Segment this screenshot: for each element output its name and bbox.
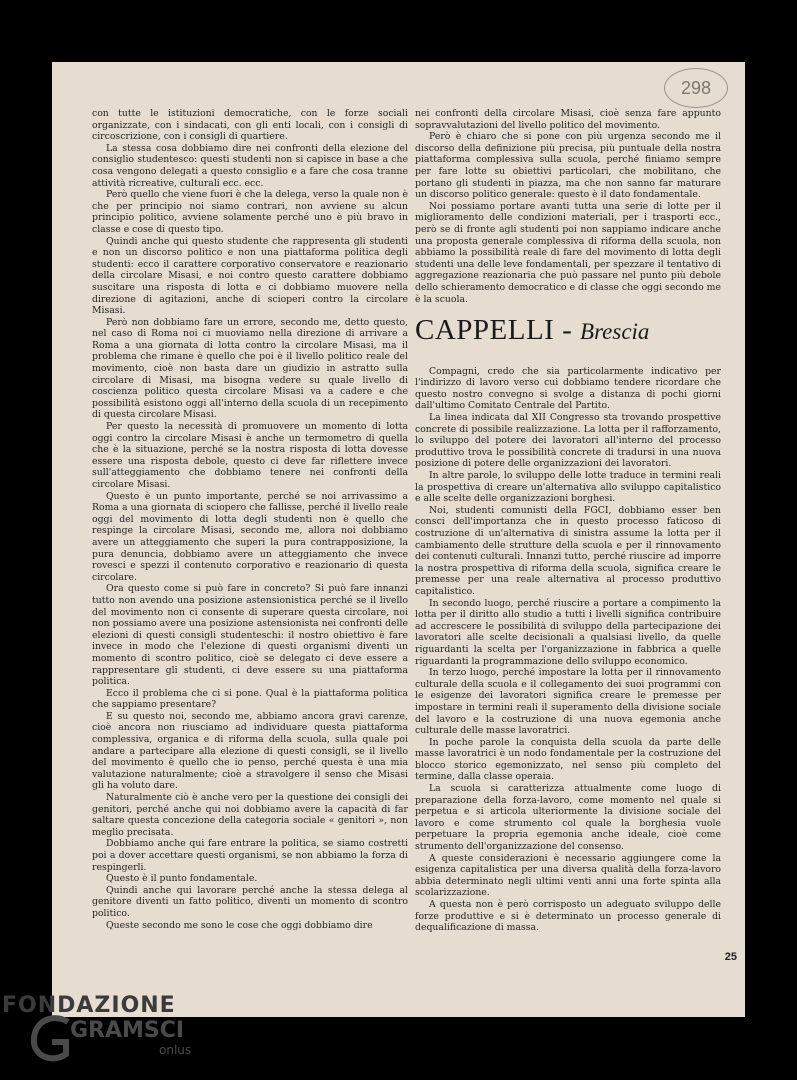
heading-separator: - <box>554 314 581 347</box>
speaker-name: CAPPELLI <box>415 314 555 347</box>
paragraph: Queste secondo me sono le cose che oggi dobbiamo dire <box>106 919 373 931</box>
paragraph: La scuola si caratterizza attualmente come luogo di preparazione della forza-lavoro, come momento nel quale si perpetua e si articola ulteriormente la divisione sociale del lavoro e come strumento col quale la borghesia vuole perpetuare la propria egemonia anche ideale, cioè come strumento dell'organizzazione del consenso. <box>415 783 721 853</box>
watermark-logo <box>0 990 230 1070</box>
paragraph: Però è chiaro che si pone con più urgenza secondo me il discorso della definizione più precisa, più puntuale della nostra piattaforma complessiva sulla scuola, perché finiamo sempre per fare lotte su obiettivi particolari, che mobilitano, che portano gli studenti in piazza, ma che non sanno far maturare un discorso politico generale: questo è il dato fondamentale. <box>415 131 721 201</box>
paragraph: E su questo noi, secondo me, abbiamo ancora gravi carenze, cioè ancora non riusciamo ad individuare questa piattaforma complessiva, organica e di riforma della scuola, sulla quale poi andare a partecipare alla elezione di questi consigli, se il livello del movimento è quello che io penso, perché questa è una mia valutazione naturalmente; cioè a stravolgere il senso che Misasi gli ha voluto dare. <box>92 710 408 792</box>
watermark-line2: GRAMSCI <box>70 1018 185 1043</box>
watermark-line3: onlus <box>159 1043 192 1057</box>
paragraph: Dobbiamo anche qui fare entrare la politica, se siamo costretti poi a dover accettare questi organismi, se non abbiamo la forza di respingerli. <box>92 838 408 873</box>
paragraph: Naturalmente ciò è anche vero per la questione dei consigli dei genitori, perché anche qui noi dobbiamo avere la capacità di far saltare questa concezione della categoria sociale « genitori », non meglio precisata. <box>92 792 408 838</box>
paragraph: Compagni, credo che sia particolarmente indicativo per l'indirizzo di lavoro verso cui dobbiamo tendere ricordare che questo nostro convegno si svolge a distanza di pochi giorni dall'ultimo Comitato Centrale del Partito. <box>415 365 721 412</box>
document-page <box>52 62 745 1017</box>
paragraph: Noi possiamo portare avanti tutta una serie di lotte per il miglioramento delle condizioni materiali, per i trasporti ecc., però se di fronte agli studenti poi non sappiamo indicare anche una proposta generale complessiva di riforma della scuola, non abbiamo la possibilità reale di fare del movimento di lotta degli studenti una delle leve fondamentali, per spezzare il tentativo di aggregazione reazionaria che può passare nel punto più debole dello schieramento democratico e di classe che oggi secondo me è la scuola. <box>415 200 721 305</box>
paragraph: In terzo luogo, perché impostare la lotta per il rinnovamento culturale della scuola e il collegamento dei suoi programmi con le esigenze dei lavoratori significa creare le premesse per impostare in termini reali il superamento della divisione sociale del lavoro e la costruzione di una nuova egemonia anche culturale delle masse lavoratrici. <box>415 667 721 737</box>
paragraph: con tutte le istituzioni democratiche, con le forze sociali organizzate, con i sindacati, con gli enti locali, con i consigli di circoscrizione, con i consigli di quartiere. <box>92 108 408 143</box>
speaker-heading <box>415 314 721 347</box>
archive-stamp: 298 <box>664 68 728 108</box>
paragraph: A queste considerazioni è necessario aggiungere come la esigenza capitalistica per una diversa qualità della forza-lavoro abbia determinato negli ultimi venti anni una forte spinta alla scolarizzazione. <box>415 852 721 899</box>
watermark-line1: FONDAZIONE <box>2 993 176 1018</box>
paragraph: In poche parole la conquista della scuola da parte delle masse lavoratrici è un nodo fondamentale per la costruzione del blocco storico egemonizzato, nel senso più completo del termine, dalla classe operaia. <box>415 736 721 783</box>
paragraph: Però non dobbiamo fare un errore, secondo me, detto questo, nel caso di Roma noi ci muoviamo nella direzione di arrivare a Roma a una giornata di lotta contro la circolare Misasi, ma il problema che rimane è quello che poi è il livello politico reale del movimento, cioè non basta dare un giudizio in astratto sulla circolare di Misasi, ma bisogna vedere su quale livello di coscienza politico questa circolare Misasi va a cadere e che possibilità esistono oggi all'interno della scuola di un recepimento di questa circolare Misasi. <box>92 316 408 421</box>
paragraph: A questa non è però corrisposto un adeguato sviluppo delle forze produttive e si è determinato un processo generale di dequalificazione di massa. <box>415 899 721 934</box>
paragraph: In secondo luogo, perché riuscire a portare a compimento la lotta per il diritto allo studio a tutti i livelli significa contribuire ad accrescere le possibilità di sviluppo della partecipazione dei lavoratori alle scelte decisionali a qualsiasi livello, da quelle riguardanti la scelta per l'organizzazione in fabbrica a quelle riguardanti la programmazione dello sviluppo economico. <box>415 597 721 667</box>
paragraph: Quindi anche qui questo studente che rappresenta gli studenti e non un discorso politico e non una piattaforma politica degli studenti: ecco il carattere corporativo conservatore e reazionario della circolare Misasi, e noi contro questo carattere dobbiamo suscitare una risposta di lotta e ci dobbiamo muovere nella direzione di agitazioni, anche di scioperi contro la circolare Misasi. <box>92 235 408 317</box>
paragraph: La linea indicata dal XII Congresso sta trovando prospettive concrete di possibile realizzazione. La lotta per il rafforzamento, lo sviluppo del potere dei lavoratori all'interno del processo produttivo trova le possibilità concrete di tradursi in una nuova posizione di potere delle organizzazioni dei lavoratori. <box>415 412 721 470</box>
right-column <box>415 108 721 934</box>
paragraph: Questo è il punto fondamentale. <box>106 873 258 885</box>
speaker-city: Brescia <box>580 319 650 345</box>
paragraph: Noi, studenti comunisti della FGCI, dobbiamo esser ben consci dell'importanza che in questo processo faticoso di costruzione di un'alternativa di sinistra assume la lotta per il cambiamento delle strutture della scuola e per il rinnovamento dei contenuti culturali. Innanzi tutto, perché riuscire ad imporre la nostra prospettiva di riforma della scuola, significa creare le premesse per una reale alternativa al processo produttivo capitalistico. <box>415 504 721 597</box>
paragraph: In altre parole, lo sviluppo delle lotte traduce in termini reali la prospettiva di creare un'alternativa allo sviluppo capitalistico e alle scelte delle organizzazioni borghesi. <box>415 470 721 505</box>
g-swirl-icon <box>30 1014 74 1066</box>
paragraph: Ecco il problema che ci si pone. Qual è la piattaforma politica che sappiamo presentare? <box>92 687 408 711</box>
paragraph: Per questo la necessità di promuovere un momento di lotta oggi contro la circolare Misasi è anche un termometro di quella che è la situazione, perché se la nostra risposta di lotta dovesse essere una risposta debole, questo ci deve far riflettere invece sull'atteggiamento che dobbiamo tenere nei confronti della circolare Misasi. <box>92 421 408 490</box>
paragraph: Quindi anche qui lavorare perché anche la stessa delega al genitore diventi un fatto politico, diventi un momento di scontro politico. <box>92 884 408 919</box>
paragraph: nei confronti della circolare Misasi, cioè senza fare appunto sopravvalutazioni del livello politico del movimento. <box>415 108 721 131</box>
page-number: 25 <box>724 951 737 963</box>
paragraph: Però quello che viene fuori è che la delega, verso la quale non è che per principio noi siamo contrari, non avviene su alcun principio politico, avviene solamente perché uno è più bravo in classe e cose di questo tipo. <box>92 189 408 235</box>
paragraph: La stessa cosa dobbiamo dire nei confronti della elezione del consiglio studentesco: questi studenti non si capisce in base a che cosa vengono delegati a questo consiglio e a fare che cosa tranne attività ricreative, culturali ecc. ecc. <box>92 142 408 189</box>
paragraph: Ora questo come si può fare in concreto? Si può fare innanzi tutto non avendo una posizione astensionistica perché se il livello del movimento non ci consente di superare questa circolare, noi non possiamo avere una posizione astensionista nei confronti delle elezioni di questi consigli studenteschi: il nostro obiettivo è fare invece in modo che l'elezione di questi organismi diventi un momento di scontro politico, cioè se delegato ci deve essere a rappresentare gli studenti, ci deve essere su una piattaforma politica. <box>92 583 408 688</box>
left-column <box>92 108 408 931</box>
paragraph: Questo è un punto importante, perché se noi arrivassimo a Roma a una giornata di sciopero che fallisse, perché il livello reale oggi del movimento di lotta degli studenti non è quello che respinge la circolare Misasi, secondo me, allora noi dobbiamo avere un atteggiamento che superi la pura contrapposizione, la pura denuncia, dobbiamo avere un atteggiamento che invece rovesci e spezzi il contenuto corporativo e reazionario di questa circolare. <box>92 490 408 583</box>
